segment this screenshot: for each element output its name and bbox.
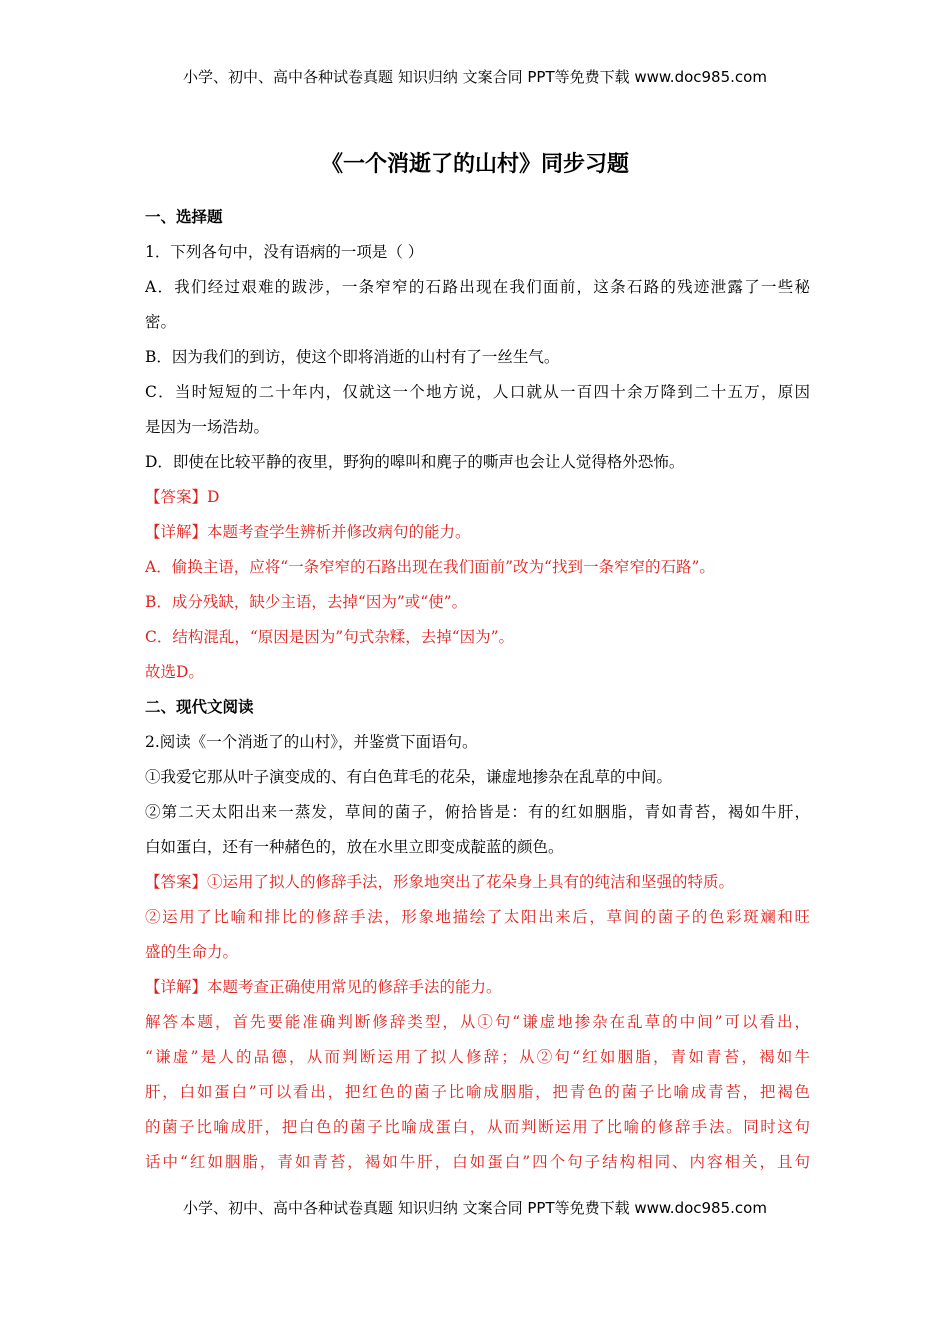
explain-c: C．结构混乱，“原因是因为”句式杂糅，去掉“因为”。 <box>145 628 515 646</box>
sentence-1: ①我爱它那从叶子演变成的、有白色茸毛的花朵，谦虚地掺杂在乱草的中间。 <box>145 768 673 786</box>
option-a: A．我们经过艰难的跋涉，一条窄窄的石路出现在我们面前，这条石路的残迹泄露了一些秘 <box>145 278 810 296</box>
answer-2 <box>145 865 810 900</box>
page-header: 小学、初中、高中各种试卷真题 知识归纳 文案合同 PPT等免费下载 www.doc985.com <box>183 68 767 86</box>
answer-value-2-cont: 盛的生命力。 <box>145 943 239 961</box>
section-heading-reading: 二、现代文阅读 <box>145 698 254 716</box>
option-a-cont: 密。 <box>145 313 177 331</box>
section-heading-choice: 一、选择题 <box>145 208 223 226</box>
explain-b: B．成分残缺，缺少主语，去掉“因为”或“使”。 <box>145 593 468 611</box>
answer-value-2: ②运用了比喻和排比的修辞手法，形象地描绘了太阳出来后，草间的菌子的色彩斑斓和旺 <box>145 908 810 926</box>
option-c: C．当时短短的二十年内，仅就这一个地方说，人口就从一百四十余万降到二十五万，原因 <box>145 383 810 401</box>
detail-text: 本题考查学生辨析并修改病句的能力。 <box>207 523 471 541</box>
explain-line-2: “谦虚”是人的品德，从而判断运用了拟人修辞；从②句“红如胭脂，青如青苔，褐如牛 <box>145 1048 810 1066</box>
question-1-stem: 1．下列各句中，没有语病的一项是（ ） <box>145 243 424 261</box>
document-body <box>145 200 810 1180</box>
answer-value: D <box>207 488 220 506</box>
page-footer: 小学、初中、高中各种试卷真题 知识归纳 文案合同 PPT等免费下载 www.doc985.com <box>183 1199 767 1217</box>
answer-tag: 【答案】 <box>145 488 208 506</box>
sentence-2-cont: 白如蛋白，还有一种赭色的，放在水里立即变成靛蓝的颜色。 <box>145 838 564 856</box>
answer-1 <box>145 480 810 515</box>
option-c-cont: 是因为一场浩劫。 <box>145 418 270 436</box>
detail-1 <box>145 515 810 550</box>
option-b: B．因为我们的到访，使这个即将消逝的山村有了一丝生气。 <box>145 348 560 366</box>
question-2-stem: 2.阅读《一个消逝了的山村》，并鉴赏下面语句。 <box>145 733 478 751</box>
explain-a: A．偷换主语，应将“一条窄窄的石路出现在我们面前”改为“找到一条窄窄的石路”。 <box>145 558 715 576</box>
page-title: 《一个消逝了的山村》同步习题 <box>320 152 629 177</box>
explain-line-4: 的菌子比喻成肝，把白色的菌子比喻成蛋白，从而判断运用了比喻的修辞手法。同时这句 <box>145 1118 810 1136</box>
detail-tag: 【详解】 <box>145 978 208 996</box>
answer-value-1: ①运用了拟人的修辞手法，形象地突出了花朵身上具有的纯洁和坚强的特质。 <box>207 873 735 891</box>
detail-text: 本题考查正确使用常见的修辞手法的能力。 <box>207 978 502 996</box>
detail-tag: 【详解】 <box>145 523 208 541</box>
option-d: D．即使在比较平静的夜里，野狗的嗥叫和麂子的嘶声也会让人觉得格外恐怖。 <box>145 453 685 471</box>
explain-line-5: 话中“红如胭脂，青如青苔，褐如牛肝，白如蛋白”四个句子结构相同、内容相关，且句 <box>145 1153 810 1171</box>
sentence-2: ②第二天太阳出来一蒸发，草间的菌子，俯拾皆是：有的红如胭脂，青如青苔，褐如牛肝， <box>145 803 810 821</box>
explain-line-1: 解答本题，首先要能准确判断修辞类型，从①句“谦虚地掺杂在乱草的中间”可以看出， <box>145 1013 810 1031</box>
choose-d: 故选D。 <box>145 663 204 681</box>
answer-tag: 【答案】 <box>145 873 208 891</box>
detail-2 <box>145 970 810 1005</box>
explain-line-3: 肝，白如蛋白”可以看出，把红色的菌子比喻成胭脂，把青色的菌子比喻成青苔，把褐色 <box>145 1083 810 1101</box>
